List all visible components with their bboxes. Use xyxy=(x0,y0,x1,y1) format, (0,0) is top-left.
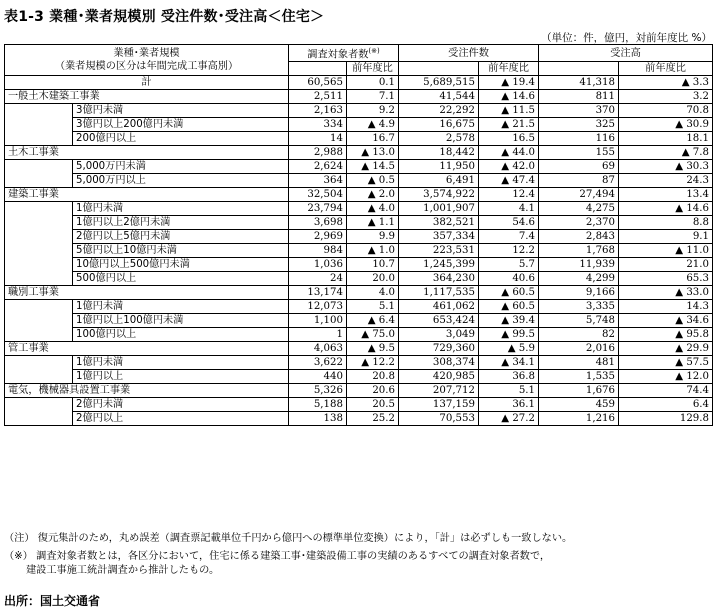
sub-label: 1億円未満 xyxy=(73,202,289,216)
count-cell: 207,712 xyxy=(399,384,479,398)
indent-cell xyxy=(5,370,73,384)
data-table xyxy=(4,44,713,426)
firms-yoy-cell: 20.6 xyxy=(347,384,399,398)
amount-cell: 3,335 xyxy=(539,300,619,314)
group-label: 職別工事業 xyxy=(5,286,289,300)
count-cell: 382,521 xyxy=(399,216,479,230)
count-yoy-cell: ▲ 60.5 xyxy=(479,300,539,314)
count-yoy-cell: ▲ 39.4 xyxy=(479,314,539,328)
count-value-header xyxy=(399,62,479,76)
amount-cell: 4,275 xyxy=(539,202,619,216)
count-cell: 223,531 xyxy=(399,244,479,258)
firms-header-label: 調査対象者数 xyxy=(307,49,369,61)
firms-cell: 2,511 xyxy=(289,90,347,104)
indent-cell xyxy=(5,314,73,328)
firms-cell: 12,073 xyxy=(289,300,347,314)
count-cell: 22,292 xyxy=(399,104,479,118)
amount-yoy-cell: 3.2 xyxy=(619,90,713,104)
amount-cell: 2,370 xyxy=(539,216,619,230)
count-yoy-cell: 54.6 xyxy=(479,216,539,230)
amount-yoy-cell: 9.1 xyxy=(619,230,713,244)
table-body xyxy=(5,76,713,426)
count-cell: 18,442 xyxy=(399,146,479,160)
group-label: 建築工事業 xyxy=(5,188,289,202)
amount-yoy-cell: ▲ 3.3 xyxy=(619,76,713,90)
sub-label: 2億円以上5億円未満 xyxy=(73,230,289,244)
amount-yoy-cell: 70.8 xyxy=(619,104,713,118)
count-cell: 137,159 xyxy=(399,398,479,412)
amount-yoy-cell: ▲ 12.0 xyxy=(619,370,713,384)
count-yoy-cell: ▲ 99.5 xyxy=(479,328,539,342)
firms-yoy-cell: 16.7 xyxy=(347,132,399,146)
indent-cell xyxy=(5,258,73,272)
count-yoy-cell: ▲ 19.4 xyxy=(479,76,539,90)
amount-yoy-cell: 18.1 xyxy=(619,132,713,146)
firms-yoy-cell: 10.7 xyxy=(347,258,399,272)
table-row xyxy=(5,104,713,118)
count-cell: 357,334 xyxy=(399,230,479,244)
amount-cell: 116 xyxy=(539,132,619,146)
count-cell: 41,544 xyxy=(399,90,479,104)
amount-cell: 1,535 xyxy=(539,370,619,384)
firms-cell: 2,988 xyxy=(289,146,347,160)
amount-cell: 4,299 xyxy=(539,272,619,286)
indent-cell xyxy=(5,202,73,216)
sub-label: 500億円以上 xyxy=(73,272,289,286)
amount-cell: 481 xyxy=(539,356,619,370)
firms-yoy-cell: ▲ 6.4 xyxy=(347,314,399,328)
firms-cell: 14 xyxy=(289,132,347,146)
firms-yoy-cell: 5.1 xyxy=(347,300,399,314)
amount-cell: 69 xyxy=(539,160,619,174)
count-yoy-cell: ▲ 11.5 xyxy=(479,104,539,118)
count-cell: 653,424 xyxy=(399,314,479,328)
group-row xyxy=(5,286,713,300)
sub-label: 10億円以上500億円未満 xyxy=(73,258,289,272)
amount-yoy-cell: 65.3 xyxy=(619,272,713,286)
category-header xyxy=(5,45,289,76)
note-firms-definition-1: （※） 調査対象者数とは，各区分において，住宅に係る建築工事･建築設備工事の実績のあるすべての調査対象者数で， xyxy=(4,551,551,562)
amount-yoy-cell: 8.8 xyxy=(619,216,713,230)
amount-yoy-cell: ▲ 95.8 xyxy=(619,328,713,342)
count-yoy-cell: 7.4 xyxy=(479,230,539,244)
firms-yoy-cell: ▲ 2.0 xyxy=(347,188,399,202)
count-cell: 16,675 xyxy=(399,118,479,132)
table-row xyxy=(5,370,713,384)
amount-yoy-cell: ▲ 11.0 xyxy=(619,244,713,258)
firms-yoy-cell: 9.9 xyxy=(347,230,399,244)
firms-cell: 2,163 xyxy=(289,104,347,118)
sub-label: 1億円以上100億円未満 xyxy=(73,314,289,328)
firms-yoy-cell: ▲ 0.5 xyxy=(347,174,399,188)
count-cell: 1,117,535 xyxy=(399,286,479,300)
amount-yoy-cell: ▲ 57.5 xyxy=(619,356,713,370)
table-row xyxy=(5,230,713,244)
count-cell: 729,360 xyxy=(399,342,479,356)
sub-label: 1億円未満 xyxy=(73,356,289,370)
sub-label: 3億円以上200億円未満 xyxy=(73,118,289,132)
count-yoy-cell: ▲ 60.5 xyxy=(479,286,539,300)
sub-label: 3億円未満 xyxy=(73,104,289,118)
count-yoy-cell: ▲ 27.2 xyxy=(479,412,539,426)
group-row xyxy=(5,90,713,104)
firms-cell: 138 xyxy=(289,412,347,426)
amount-cell: 370 xyxy=(539,104,619,118)
source-label: 出所：国土交通省 xyxy=(4,594,101,608)
indent-cell xyxy=(5,216,73,230)
amount-yoy-cell: 14.3 xyxy=(619,300,713,314)
count-yoy-cell: ▲ 42.0 xyxy=(479,160,539,174)
count-yoy-cell: 36.1 xyxy=(479,398,539,412)
firms-yoy-cell: ▲ 1.1 xyxy=(347,216,399,230)
amount-yoy-cell: ▲ 14.6 xyxy=(619,202,713,216)
indent-cell xyxy=(5,174,73,188)
count-yoy-cell: 40.6 xyxy=(479,272,539,286)
indent-cell xyxy=(5,244,73,258)
group-label: 一般土木建築工事業 xyxy=(5,90,289,104)
count-cell: 3,049 xyxy=(399,328,479,342)
firms-yoy-header: 前年度比 xyxy=(347,62,399,76)
sub-label: 5,000万円以上 xyxy=(73,174,289,188)
firms-cell: 3,622 xyxy=(289,356,347,370)
firms-cell: 5,326 xyxy=(289,384,347,398)
firms-cell: 1 xyxy=(289,328,347,342)
amount-yoy-cell: ▲ 30.3 xyxy=(619,160,713,174)
table-row xyxy=(5,328,713,342)
count-yoy-cell: 12.4 xyxy=(479,188,539,202)
table-row xyxy=(5,118,713,132)
firms-yoy-cell: ▲ 9.5 xyxy=(347,342,399,356)
amount-cell: 325 xyxy=(539,118,619,132)
group-label: 電気，機械器具設置工事業 xyxy=(5,384,289,398)
amount-cell: 155 xyxy=(539,146,619,160)
table-row xyxy=(5,300,713,314)
firms-cell: 24 xyxy=(289,272,347,286)
count-yoy-cell: ▲ 14.6 xyxy=(479,90,539,104)
category-header-line2: （業者規模の区分は年間完成工事高別） xyxy=(54,61,239,73)
firms-header xyxy=(289,45,399,62)
firms-yoy-cell: 25.2 xyxy=(347,412,399,426)
count-cell: 70,553 xyxy=(399,412,479,426)
firms-yoy-cell: 9.2 xyxy=(347,104,399,118)
count-cell: 1,245,399 xyxy=(399,258,479,272)
firms-yoy-cell: ▲ 4.9 xyxy=(347,118,399,132)
table-row xyxy=(5,398,713,412)
amount-cell: 1,768 xyxy=(539,244,619,258)
sub-label: 1億円未満 xyxy=(73,300,289,314)
firms-cell: 440 xyxy=(289,370,347,384)
count-cell: 6,491 xyxy=(399,174,479,188)
sub-label: 100億円以上 xyxy=(73,328,289,342)
amount-cell: 41,318 xyxy=(539,76,619,90)
amount-yoy-cell: 74.4 xyxy=(619,384,713,398)
indent-cell xyxy=(5,300,73,314)
firms-cell: 5,188 xyxy=(289,398,347,412)
indent-cell xyxy=(5,118,73,132)
count-yoy-cell: ▲ 5.9 xyxy=(479,342,539,356)
table-row xyxy=(5,202,713,216)
indent-cell xyxy=(5,160,73,174)
count-yoy-cell: ▲ 34.1 xyxy=(479,356,539,370)
count-cell: 364,230 xyxy=(399,272,479,286)
row-label: 計 xyxy=(5,76,289,90)
table-row xyxy=(5,412,713,426)
sub-label: 1億円以上 xyxy=(73,370,289,384)
amount-yoy-cell: ▲ 29.9 xyxy=(619,342,713,356)
note-firms-definition-2: 建設工事施工統計調査から推計したもの。 xyxy=(26,565,220,576)
amount-yoy-cell: ▲ 34.6 xyxy=(619,314,713,328)
firms-yoy-cell: 7.1 xyxy=(347,90,399,104)
amount-yoy-cell: ▲ 7.8 xyxy=(619,146,713,160)
firms-yoy-cell: ▲ 75.0 xyxy=(347,328,399,342)
firms-header-mark: (※) xyxy=(368,47,380,55)
count-cell: 420,985 xyxy=(399,370,479,384)
count-cell: 2,578 xyxy=(399,132,479,146)
firms-yoy-cell: 0.1 xyxy=(347,76,399,90)
firms-cell: 2,969 xyxy=(289,230,347,244)
table-header xyxy=(5,45,713,76)
count-yoy-header: 前年度比 xyxy=(479,62,539,76)
indent-cell xyxy=(5,272,73,286)
amount-yoy-cell: ▲ 33.0 xyxy=(619,286,713,300)
firms-cell: 334 xyxy=(289,118,347,132)
sub-label: 5億円以上10億円未満 xyxy=(73,244,289,258)
count-yoy-cell: 36.8 xyxy=(479,370,539,384)
table-row xyxy=(5,244,713,258)
amount-cell: 1,216 xyxy=(539,412,619,426)
count-yoy-cell: ▲ 47.4 xyxy=(479,174,539,188)
table-row xyxy=(5,258,713,272)
amount-cell: 87 xyxy=(539,174,619,188)
count-yoy-cell: 5.1 xyxy=(479,384,539,398)
amount-cell: 82 xyxy=(539,328,619,342)
sub-label: 5,000万円未満 xyxy=(73,160,289,174)
category-header-line1: 業種･業者規模 xyxy=(113,48,180,60)
table-row xyxy=(5,272,713,286)
firms-yoy-cell: 20.0 xyxy=(347,272,399,286)
firms-cell: 1,036 xyxy=(289,258,347,272)
amount-cell: 9,166 xyxy=(539,286,619,300)
firms-yoy-cell: 4.0 xyxy=(347,286,399,300)
amount-cell: 27,494 xyxy=(539,188,619,202)
indent-cell xyxy=(5,398,73,412)
firms-cell: 60,565 xyxy=(289,76,347,90)
count-cell: 5,689,515 xyxy=(399,76,479,90)
amount-yoy-header: 前年度比 xyxy=(619,62,713,76)
indent-cell xyxy=(5,328,73,342)
amount-cell: 11,939 xyxy=(539,258,619,272)
indent-cell xyxy=(5,104,73,118)
indent-cell xyxy=(5,230,73,244)
table-row xyxy=(5,160,713,174)
group-row xyxy=(5,384,713,398)
firms-cell: 13,174 xyxy=(289,286,347,300)
amount-yoy-cell: 129.8 xyxy=(619,412,713,426)
firms-yoy-cell: ▲ 14.5 xyxy=(347,160,399,174)
count-cell: 1,001,907 xyxy=(399,202,479,216)
orders-count-header: 受注件数 xyxy=(399,45,539,62)
amount-cell: 811 xyxy=(539,90,619,104)
firms-yoy-cell: 20.8 xyxy=(347,370,399,384)
firms-cell: 3,698 xyxy=(289,216,347,230)
amount-cell: 2,016 xyxy=(539,342,619,356)
amount-cell: 2,843 xyxy=(539,230,619,244)
group-label: 土木工事業 xyxy=(5,146,289,160)
firms-yoy-cell: ▲ 13.0 xyxy=(347,146,399,160)
amount-yoy-cell: 6.4 xyxy=(619,398,713,412)
count-cell: 308,374 xyxy=(399,356,479,370)
firms-cell: 32,504 xyxy=(289,188,347,202)
sub-label: 200億円以上 xyxy=(73,132,289,146)
count-yoy-cell: ▲ 21.5 xyxy=(479,118,539,132)
firms-cell: 23,794 xyxy=(289,202,347,216)
count-cell: 461,062 xyxy=(399,300,479,314)
firms-cell: 1,100 xyxy=(289,314,347,328)
indent-cell xyxy=(5,132,73,146)
table-row xyxy=(5,356,713,370)
sub-label: 1億円以上2億円未満 xyxy=(73,216,289,230)
firms-yoy-cell: ▲ 4.0 xyxy=(347,202,399,216)
count-yoy-cell: 12.2 xyxy=(479,244,539,258)
note-rounding: （注） 復元集計のため，丸め誤差（調査票記載単位千円から億円への標準単位変換）により，「計」は必ずしも一致しない。 xyxy=(4,533,573,544)
group-row xyxy=(5,146,713,160)
firms-yoy-cell: ▲ 12.2 xyxy=(347,356,399,370)
group-row xyxy=(5,188,713,202)
count-cell: 11,950 xyxy=(399,160,479,174)
firms-cell: 2,624 xyxy=(289,160,347,174)
unit-note: （単位：件，億円，対前年度比 %） xyxy=(541,32,712,44)
amount-value-header xyxy=(539,62,619,76)
amount-yoy-cell: 24.3 xyxy=(619,174,713,188)
table-title: 表1-3 業種･業者規模別 受注件数･受注高＜住宅＞ xyxy=(4,9,325,25)
count-yoy-cell: ▲ 44.0 xyxy=(479,146,539,160)
firms-cell: 984 xyxy=(289,244,347,258)
amount-cell: 1,676 xyxy=(539,384,619,398)
table-row xyxy=(5,314,713,328)
firms-cell: 4,063 xyxy=(289,342,347,356)
firms-yoy-cell: 20.5 xyxy=(347,398,399,412)
amount-yoy-cell: ▲ 30.9 xyxy=(619,118,713,132)
orders-amount-header: 受注高 xyxy=(539,45,713,62)
table-row xyxy=(5,216,713,230)
firms-cell: 364 xyxy=(289,174,347,188)
table-row xyxy=(5,132,713,146)
table-row xyxy=(5,174,713,188)
sub-label: 2億円未満 xyxy=(73,398,289,412)
amount-yoy-cell: 21.0 xyxy=(619,258,713,272)
firms-value-header xyxy=(289,62,347,76)
group-label: 管工事業 xyxy=(5,342,289,356)
indent-cell xyxy=(5,356,73,370)
group-row xyxy=(5,342,713,356)
amount-cell: 5,748 xyxy=(539,314,619,328)
count-yoy-cell: 4.1 xyxy=(479,202,539,216)
count-yoy-cell: 16.5 xyxy=(479,132,539,146)
amount-yoy-cell: 13.4 xyxy=(619,188,713,202)
amount-cell: 459 xyxy=(539,398,619,412)
total-row xyxy=(5,76,713,90)
indent-cell xyxy=(5,412,73,426)
count-yoy-cell: 5.7 xyxy=(479,258,539,272)
firms-yoy-cell: ▲ 1.0 xyxy=(347,244,399,258)
sub-label: 2億円以上 xyxy=(73,412,289,426)
count-cell: 3,574,922 xyxy=(399,188,479,202)
